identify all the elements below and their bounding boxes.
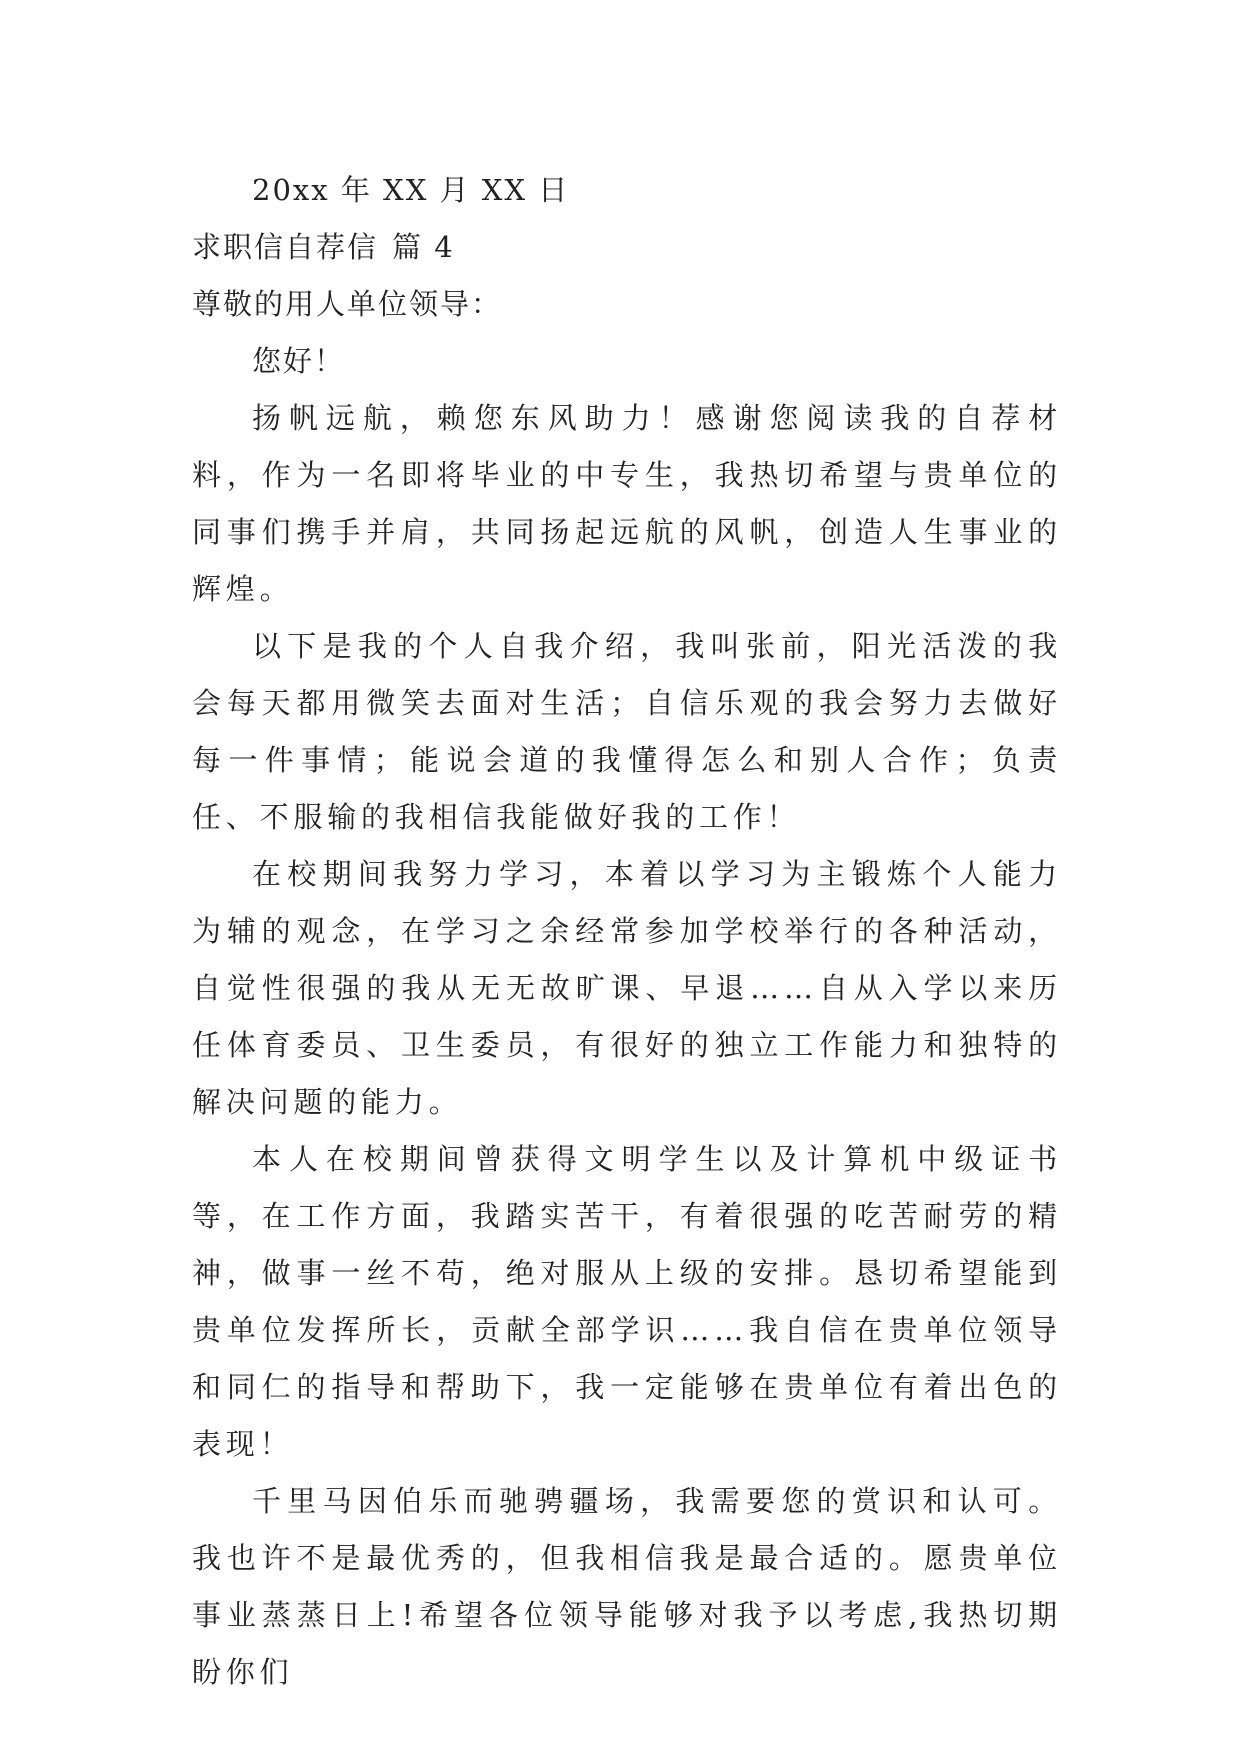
letter-title-main: 求职信自荐信 (192, 230, 379, 264)
letter-title (192, 219, 1062, 276)
letter-greeting: 您好！ (252, 344, 346, 378)
body-paragraph-3: 在校期间我努力学习，本着以学习为主锻炼个人能力为辅的观念，在学习之余经常参加学校举行的各种活动，自觉性很强的我从无无故旷课、早退……自从入学以来历任体育委员、卫生委员，有很好的独立工作能力和独特的解决问题的能力。 (192, 857, 1062, 1119)
body-paragraph-5: 千里马因伯乐而驰骋疆场，我需要您的赏识和认可。我也许不是最优秀的，但我相信我是最合适的。愿贵单位事业蒸蒸日上!希望各位领导能够对我予以考虑,我热切期盼你们 (192, 1484, 1062, 1689)
letter-title-suffix: 篇 4 (392, 230, 455, 264)
body-paragraph-4: 本人在校期间曾获得文明学生以及计算机中级证书等，在工作方面，我踏实苦干，有着很强的吃苦耐劳的精神，做事一丝不苟，绝对服从上级的安排。恳切希望能到贵单位发挥所长，贡献全部学识……我自信在贵单位领导和同仁的指导和帮助下，我一定能够在贵单位有着出色的表现！ (192, 1142, 1062, 1461)
letter-salutation: 尊敬的用人单位领导： (192, 287, 503, 321)
document-body (192, 162, 1062, 1701)
letter-date: 20xx 年 XX 月 XX 日 (252, 173, 570, 207)
body-paragraph-1: 扬帆远航，赖您东风助力！感谢您阅读我的自荐材料，作为一名即将毕业的中专生，我热切希望与贵单位的同事们携手并肩，共同扬起远航的风帆，创造人生事业的辉煌。 (192, 401, 1062, 606)
body-paragraph-2: 以下是我的个人自我介绍，我叫张前，阳光活泼的我会每天都用微笑去面对生活；自信乐观的我会努力去做好每一件事情；能说会道的我懂得怎么和别人合作；负责任、不服输的我相信我能做好我的工作！ (192, 629, 1062, 834)
